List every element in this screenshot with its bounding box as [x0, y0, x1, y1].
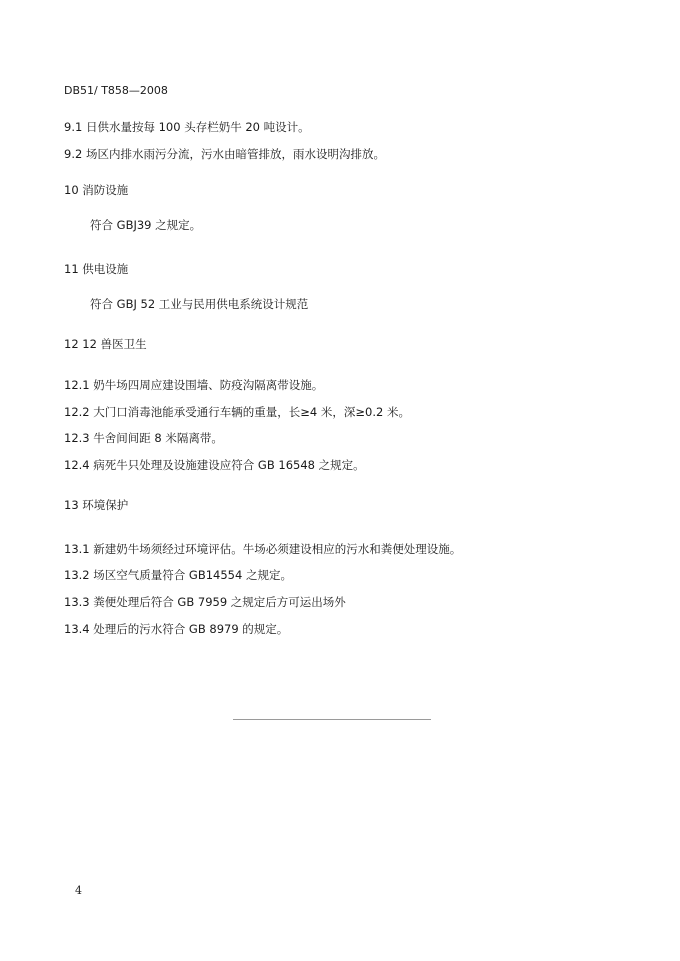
clause-13-4: 13.4 处理后的污水符合 GB 8979 的规定。 [64, 622, 289, 636]
document-code-header: DB51/ T858—2008 [64, 84, 168, 97]
clause-13-1: 13.1 新建奶牛场须经过环境评估。牛场必须建设相应的污水和粪便处理设施。 [64, 542, 462, 556]
section-heading-13: 13 环境保护 [64, 498, 129, 512]
page-number: 4 [75, 884, 82, 897]
end-of-text-rule [233, 719, 431, 720]
clause-12-1: 12.1 奶牛场四周应建设围墙、防疫沟隔离带设施。 [64, 378, 324, 392]
section-heading-11: 11 供电设施 [64, 262, 129, 276]
clause-13-2: 13.2 场区空气质量符合 GB14554 之规定。 [64, 568, 292, 582]
clause-9-1: 9.1 日供水量按每 100 头存栏奶牛 20 吨设计。 [64, 120, 310, 134]
section-heading-12: 12 12 兽医卫生 [64, 337, 147, 351]
clause-12-4: 12.4 病死牛只处理及设施建设应符合 GB 16548 之规定。 [64, 458, 365, 472]
section-heading-10: 10 消防设施 [64, 183, 129, 197]
clause-9-2: 9.2 场区内排水雨污分流，污水由暗管排放，雨水设明沟排放。 [64, 147, 385, 161]
section-10-body: 符合 GBJ39 之规定。 [90, 218, 202, 232]
clause-12-2: 12.2 大门口消毒池能承受通行车辆的重量，长≥4 米，深≥0.2 米。 [64, 405, 410, 419]
clause-13-3: 13.3 粪便处理后符合 GB 7959 之规定后方可运出场外 [64, 595, 346, 609]
clause-12-3: 12.3 牛舍间间距 8 米隔离带。 [64, 431, 223, 445]
section-11-body: 符合 GBJ 52 工业与民用供电系统设计规范 [90, 297, 309, 311]
